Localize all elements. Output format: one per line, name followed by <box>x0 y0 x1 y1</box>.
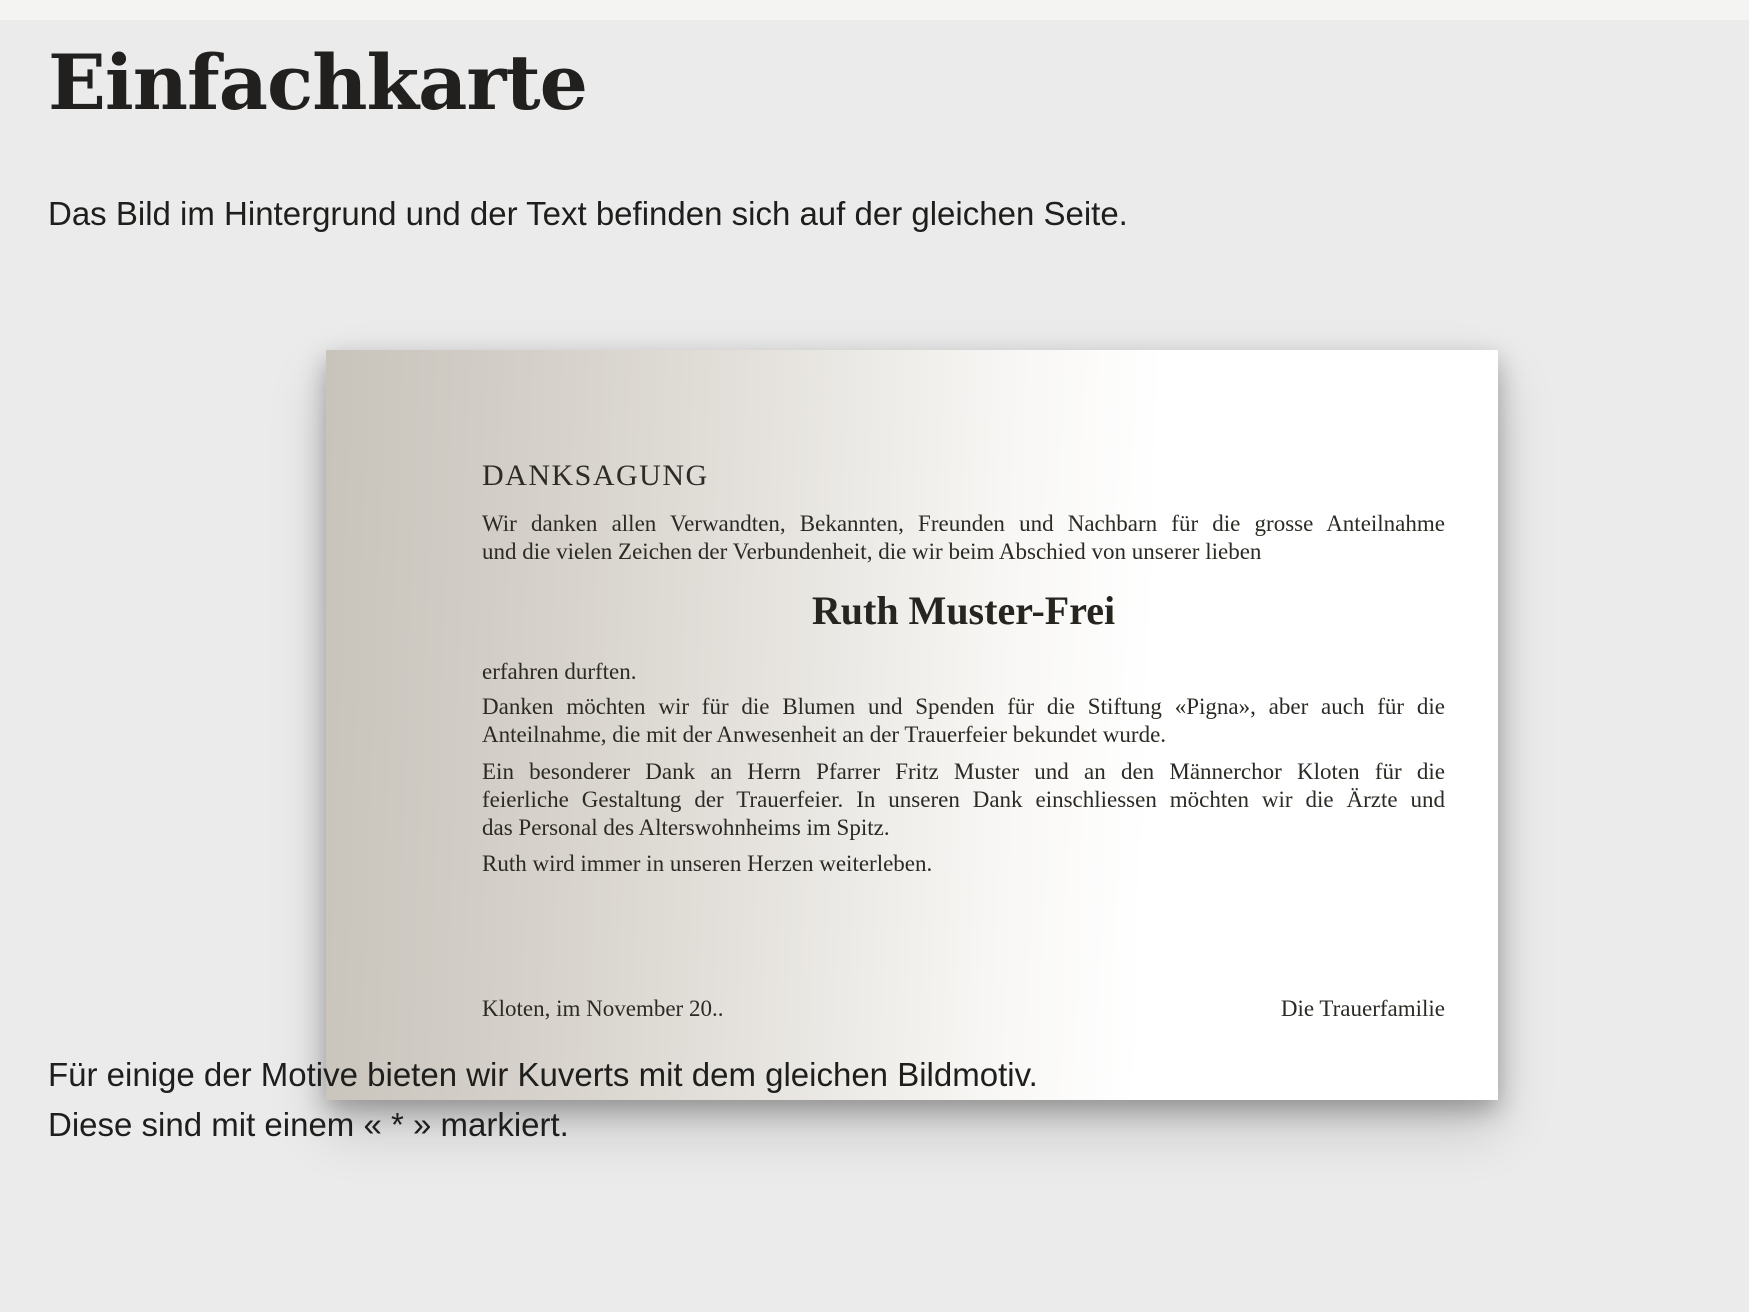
card-after-name-line: erfahren durften. <box>482 659 637 684</box>
card-closing-paragraph <box>482 850 1445 878</box>
card-flowers-line-2: Anteilnahme, die mit der Anwesenheit an der Trauerfeier bekundet wurde. <box>482 722 1167 747</box>
card-signature: Die Trauerfamilie <box>1280 996 1445 1021</box>
bottom-caption <box>48 1050 1038 1150</box>
card-flowers-line-1: Danken möchten wir für die Blumen und Spenden für die Stiftung «Pigna», aber auch für die <box>482 694 1445 719</box>
page-subtitle: Das Bild im Hintergrund und der Text befinden sich auf der gleichen Seite. <box>48 195 1128 232</box>
card-after-name-paragraph <box>482 658 1445 686</box>
top-strip <box>0 0 1749 20</box>
bottom-caption-line-2: Diese sind mit einem « * » markiert. <box>48 1106 569 1143</box>
card-thanks-line-2: feierliche Gestaltung der Trauerfeier. In unseren Dank einschliessen möchten wir die Ärzte und <box>482 787 1445 812</box>
deceased-name: Ruth Muster-Frei <box>811 588 1116 633</box>
card-intro-line-2: und die vielen Zeichen der Verbundenheit, die wir beim Abschied von unserer lieben <box>482 539 1262 564</box>
card-thanks-line-1: Ein besonderer Dank an Herrn Pfarrer Fritz Muster und an den Männerchor Kloten für die <box>482 759 1445 784</box>
bottom-caption-line-1: Für einige der Motive bieten wir Kuverts mit dem gleichen Bildmotiv. <box>48 1056 1038 1093</box>
memorial-card-preview <box>326 350 1498 1100</box>
card-heading: DANKSAGUNG <box>482 459 709 492</box>
card-thanks-paragraph <box>482 758 1445 842</box>
card-intro-line-1: Wir danken allen Verwandten, Bekannten, Freunden und Nachbarn für die grosse Anteilnahme <box>482 511 1445 536</box>
card-thanks-line-3: das Personal des Alterswohnheims im Spitz. <box>482 815 890 840</box>
card-closing-line: Ruth wird immer in unseren Herzen weiterleben. <box>482 851 933 876</box>
card-flowers-paragraph <box>482 693 1445 749</box>
card-footer-row <box>482 995 1445 1023</box>
card-place-date: Kloten, im November 20.. <box>482 996 724 1021</box>
page-title: Einfachkarte <box>48 38 587 127</box>
card-intro-paragraph <box>482 510 1445 566</box>
